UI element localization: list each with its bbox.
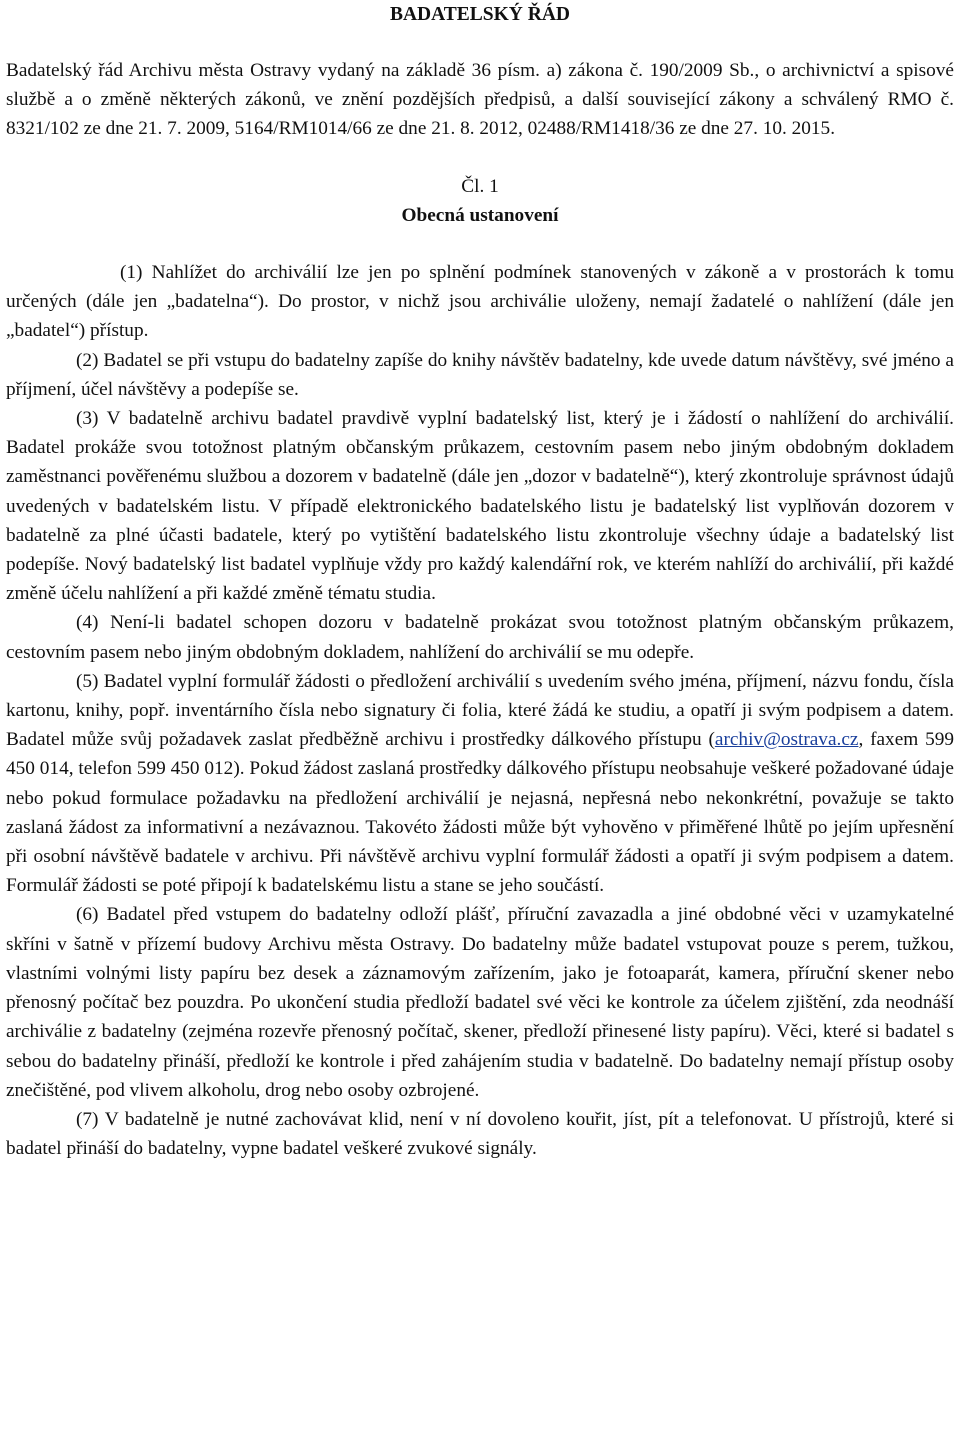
article-title: Obecná ustanovení xyxy=(401,204,559,226)
paragraph-5 xyxy=(6,667,954,901)
spacer xyxy=(6,30,954,56)
document-title: BADATELSKÝ ŘÁD xyxy=(389,4,571,25)
paragraph-7: (7) V badatelně je nutné zachovávat klid, není v ní dovoleno kouřit, jíst, pít a telefonovat. U přístrojů, které si badatel přináší do badatelny, vypne badatel veškeré zvukové signály. xyxy=(6,1108,954,1160)
paragraph-6: (6) Badatel před vstupem do badatelny odloží plášť, příruční zavazadla a jiné obdobné věci v uzamykatelné skříni v šatně v přízemí budovy Archivu města Ostravy. Do badatelny může badatel vstupovat pouze s perem, tužkou, vlastními volnými listy papíru bez desek a záznamovým zařízením, jako je fotoaparát, kamera, příruční skener nebo přenosný počítač bez pouzdra. Po ukončení studia předloží badatel své věci ke kontrole za účelem zjištění, zda neodnáší archiválie z badatelny (zejména rozevře přenosný počítač, skener, předloží přinesené listy papíru). Věci, které si badatel s sebou do badatelny přináší, předloží ke kontrole i před zahájením studia v badatelně. Do badatelny nemají přístup osoby znečištěné, pod vlivem alkoholu, drog nebo osoby ozbrojené. xyxy=(6,904,954,1101)
paragraph-5-text-end: , faxem 599 450 014, telefon 599 450 012). Pokud žádost zaslaná prostředky dálkového přístupu neobsahuje veškeré požadované údaje nebo pokud formulace požadavku na předložení archiválií je nejasná, nepřesná nebo nekonkrétní, považuje se takto zaslaná žádost za informativní a nezávaznou. Takovéto žádosti může být vyhověno v přiměřené lhůtě po jejím upřesnění při osobní návštěvě badatele v archivu. Při návštěvě archivu vyplní formulář žádosti a opatří ji svým podpisem a datem. Formulář žádosti se poté připojí k badatelskému listu a stane se jeho součástí. xyxy=(6,729,954,897)
spacer xyxy=(6,230,954,258)
article-number: Čl. 1 xyxy=(461,175,499,197)
paragraph-1: (1) Nahlížet do archiválií lze jen po splnění podmínek stanovených v zákoně a v prostorách k tomu určených (dále jen „badatelna“). Do prostor, v nichž jsou archiválie uloženy, nemají žadatelé o nahlížení (dále jen „badatel“) přístup. xyxy=(6,262,954,342)
spacer xyxy=(6,144,954,172)
paragraph-3: (3) V badatelně archivu badatel pravdivě vyplní badatelský list, který je i žádostí o nahlížení do archiválií. Badatel prokáže svou totožnost platným občanským průkazem, cestovním pasem nebo jiným obdobným dokladem zaměstnanci pověřenému službou a dozorem v badatelně (dále jen „dozor v badatelně“), který zkontroluje správnost údajů uvedených v badatelském listu. V případě elektronického badatelského listu je badatelský list vyplňován dozorem v badatelně za plné účasti badatele, který po vytištění badatelského listu zkontroluje všechny údaje a badatelský list podepíše. Nový badatelský list badatel vyplňuje vždy pro každý kalendářní rok, ve kterém nahlíží do archiválií, při každé změně účelu nahlížení a při každé změně tématu studia. xyxy=(6,408,954,605)
paragraph-2: (2) Badatel se při vstupu do badatelny zapíše do knihy návštěv badatelny, kde uvede datum návštěvy, své jméno a příjmení, účel návštěvy a podepíše se. xyxy=(6,349,954,400)
paragraph-4: (4) Není-li badatel schopen dozoru v badatelně prokázat svou totožnost platným občanským průkazem, cestovním pasem nebo jiným obdobným dokladem, nahlížení do archiválií se mu odepře. xyxy=(6,612,954,663)
email-link[interactable]: archiv@ostrava.cz xyxy=(714,729,859,751)
paragraph-5-text-start: (5) Badatel vyplní formulář žádosti o předložení archiválií s uvedením svého jména, příjmení, názvu fondu, čísla kartonu, knihy, popř. inventárního čísla nebo signatury či folia, které žádá ke studiu, a opatří ji svým podpisem a datem. Badatel může svůj požadavek zaslat předběžně archivu i prostředky dálkového přístupu ( xyxy=(6,670,954,751)
intro-paragraph: Badatelský řád Archivu města Ostravy vydaný na základě 36 písm. a) zákona č. 190/2009 Sb., o archivnictví a spisové službě a o změně některých zákonů, ve znění pozdějších předpisů, a další související zákony a schválený RMO č. 8321/102 ze dne 21. 7. 2009, 5164/RM1014/66 ze dne 21. 8. 2012, 02488/RM1418/36 ze dne 27. 10. 2015. xyxy=(6,60,954,140)
